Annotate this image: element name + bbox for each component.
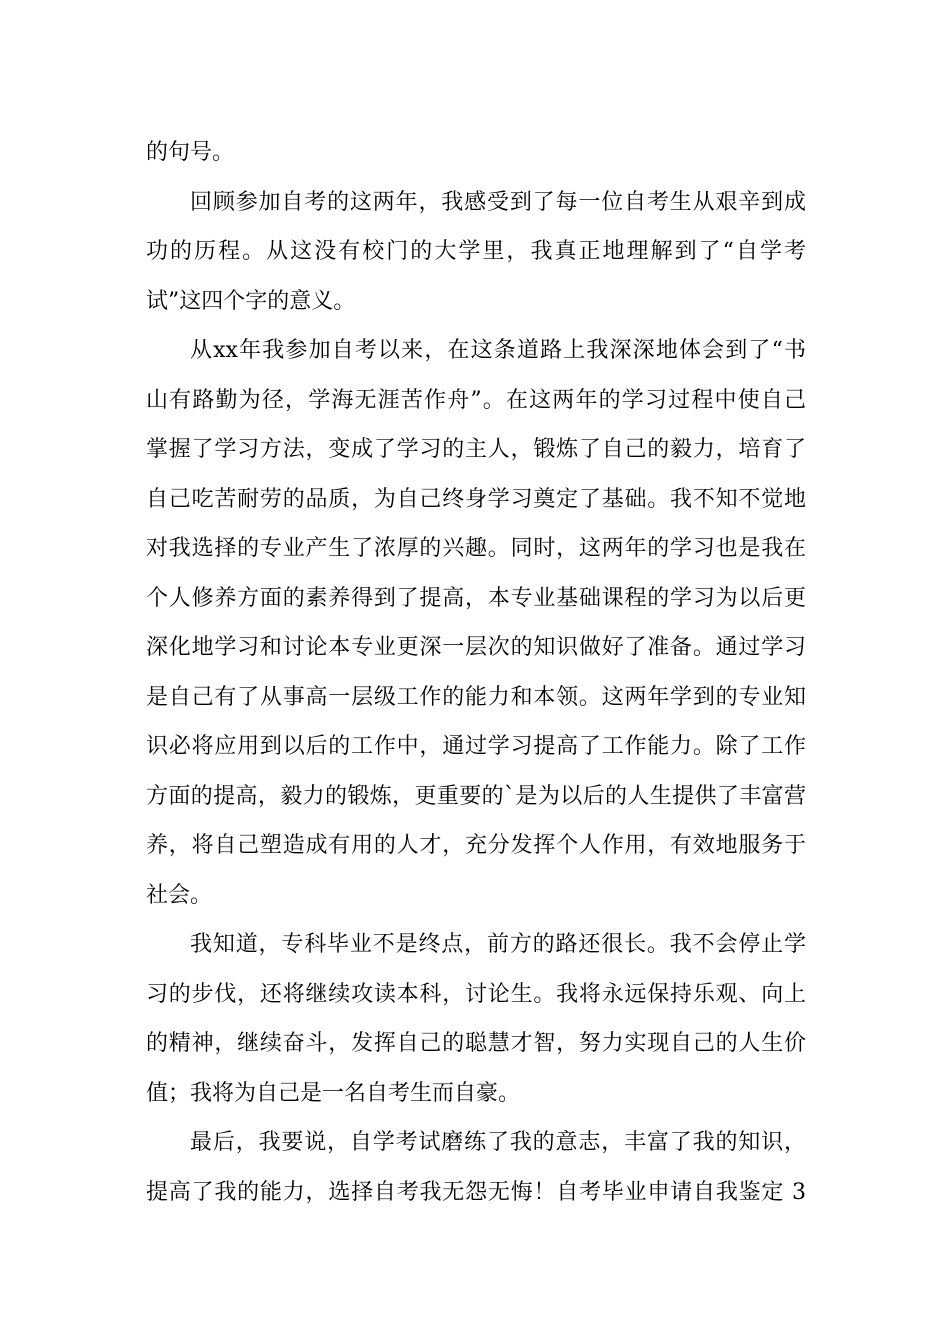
text-line: 方面的提高，毅力的锻炼，更重要的`是为以后的人生提供了丰富营: [146, 783, 806, 809]
text-line: 最后，我要说，自学考试磨练了我的意志，丰富了我的知识，: [190, 1130, 806, 1155]
text-line: 山有路勤为径，学海无涯苦作舟”。在这两年的学习过程中使自己: [146, 387, 806, 413]
text-line: 掌握了学习方法，变成了学习的主人，锻炼了自己的毅力，培育了: [146, 437, 806, 462]
text-line: 是自己有了从事高一层级工作的能力和本领。这两年学到的专业知: [146, 684, 806, 710]
text-line: 对我选择的专业产生了浓厚的兴趣。同时，这两年的学习也是我在: [146, 536, 806, 561]
text-line: 社会。: [146, 882, 213, 908]
text-line: 功的历程。从这没有校门的大学里，我真正地理解到了“自学考: [146, 239, 806, 264]
text-line: 习的步伐，还将继续攻读本科，讨论生。我将永远保持乐观、向上: [146, 981, 806, 1007]
text-line: 识必将应用到以后的工作中，通过学习提高了工作能力。除了工作: [146, 734, 806, 759]
text-line: 从xx年我参加自考以来，在这条道路上我深深地体会到了“书: [190, 338, 806, 363]
text-line: 的精神，继续奋斗，发挥自己的聪慧才智，努力实现自己的人生价: [146, 1031, 806, 1056]
document-body: [146, 128, 806, 1217]
text-line: 个人修养方面的素养得到了提高，本专业基础课程的学习为以后更: [146, 585, 806, 611]
text-line: 提高了我的能力，选择自考我无怨无悔！自考毕业申请自我鉴定 3: [146, 1179, 806, 1205]
text-line: 试”这四个字的意义。: [146, 288, 356, 314]
text-line: 养，将自己塑造成有用的人才，充分发挥个人作用，有效地服务于: [146, 833, 806, 858]
text-line: 自己吃苦耐劳的品质，为自己终身学习奠定了基础。我不知不觉地: [146, 486, 806, 512]
text-line: 深化地学习和讨论本专业更深一层次的知识做好了准备。通过学习: [146, 635, 806, 660]
text-line: 值；我将为自己是一名自考生而自豪。: [146, 1080, 521, 1106]
text-line: 的句号。: [146, 140, 235, 165]
text-line: 回顾参加自考的这两年，我感受到了每一位自考生从艰辛到成: [190, 189, 806, 215]
text-line: 我知道，专科毕业不是终点，前方的路还很长。我不会停止学: [190, 932, 806, 957]
